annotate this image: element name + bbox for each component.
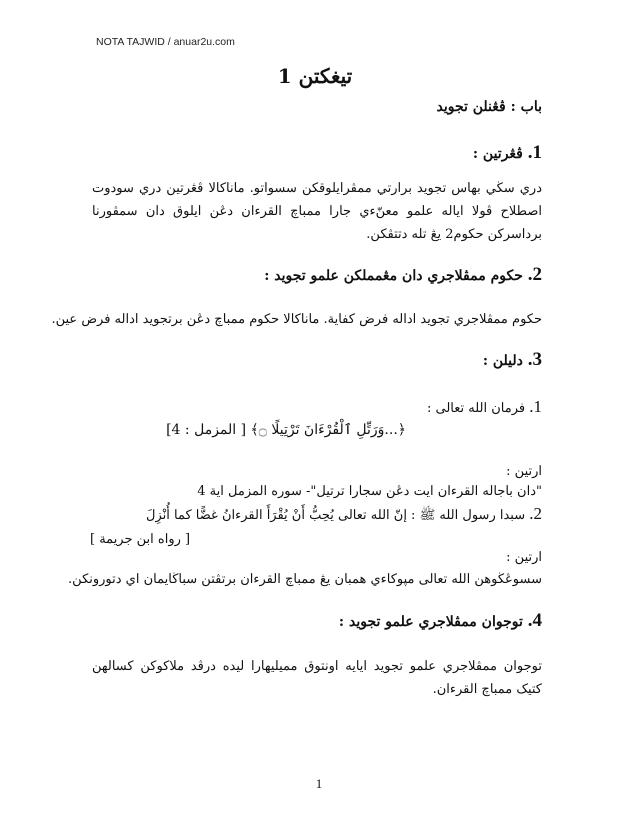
section-4-number: 4. — [527, 610, 542, 631]
chapter-heading: باب : ڤڠنلن تجويد — [436, 99, 542, 115]
section-1-title: ڤڠرتين : — [472, 146, 523, 162]
section-3-item-2 — [146, 504, 542, 526]
page-title: تيغكتن 1 — [277, 64, 353, 88]
section-2-heading — [264, 264, 542, 286]
item-1-number: 1. — [529, 397, 542, 416]
quran-verse: ﴿...وَرَتِّلِ ٱلْقُرْءَانَ تَرْتِيلًا ۝﴾ [ المزمل : 4] — [166, 422, 406, 438]
item-2-text: سبدا رسول الله ﷺ : إنّ الله تعالى يُحِبُّ أَنْ يُقْرَأَ القرءانُ غضًّا كما أُنْزِلَ — [146, 508, 526, 523]
section-2-number: 2. — [527, 264, 542, 285]
section-4-title: توجوان ممڤلاجري علمو تجويد : — [338, 614, 523, 630]
section-2-title: حكوم ممڤلاجري دان مڠمملكن علمو تجويد : — [264, 268, 523, 284]
section-1-number: 1. — [527, 142, 542, 163]
section-2-paragraph: حكوم ممڤلاجري تجويد اداله فرض كفاية. ماناكالا حكوم ممباچ دڠن برتجويد اداله فرض عين. — [51, 312, 542, 327]
section-3-number: 3. — [527, 349, 542, 370]
section-4-heading — [339, 610, 542, 632]
item-1-meaning: "دان باجاله القرءان ايت دڠن سجارا ترتيل"- سوره المزمل اية 4 — [197, 484, 542, 499]
page-number: 1 — [315, 776, 323, 791]
header-note: NOTA TAJWID / anuar2u.com — [96, 36, 235, 48]
section-3-title: دليلن : — [482, 353, 523, 369]
section-3-heading — [483, 349, 542, 371]
item-1-text: فرمان الله تعالى : — [426, 401, 526, 416]
hadith-source: [ رواه ابن جريمة ] — [90, 532, 191, 547]
section-4-paragraph: توجوان ممڤلاجري علمو تجويد ايايه اونتوق مميليهارا ليده درڤد ملاكوكن كسالهن كتيک ممباچ القرءان. — [92, 659, 542, 697]
item-1-meaning-label: ارتين : — [506, 464, 542, 479]
item-2-meaning-label: ارتين : — [506, 550, 542, 565]
item-2-meaning: سسوڠڬوهن الله تعالى مپوكاءي همبان يڠ ممباچ القرءان برتڤتن سباڬايمان اي دتورونكن. — [68, 572, 542, 587]
section-1-heading — [473, 142, 542, 164]
section-3-item-1 — [427, 397, 542, 419]
section-1-paragraph: دري سڬي بهاس تجويد برارتي ممڤرايلوقكن سسواتو. ماناكالا ڤڠرتين دري سودوت اصطلاح ڤولا اياله علمو معنّ‌ءي جارا ممباچ القرءان دڠن ايلوق دان سمڤورنا برداسركن حكوم2 يڠ تله دتتڤكن. — [92, 181, 542, 242]
item-2-number: 2. — [529, 504, 542, 523]
